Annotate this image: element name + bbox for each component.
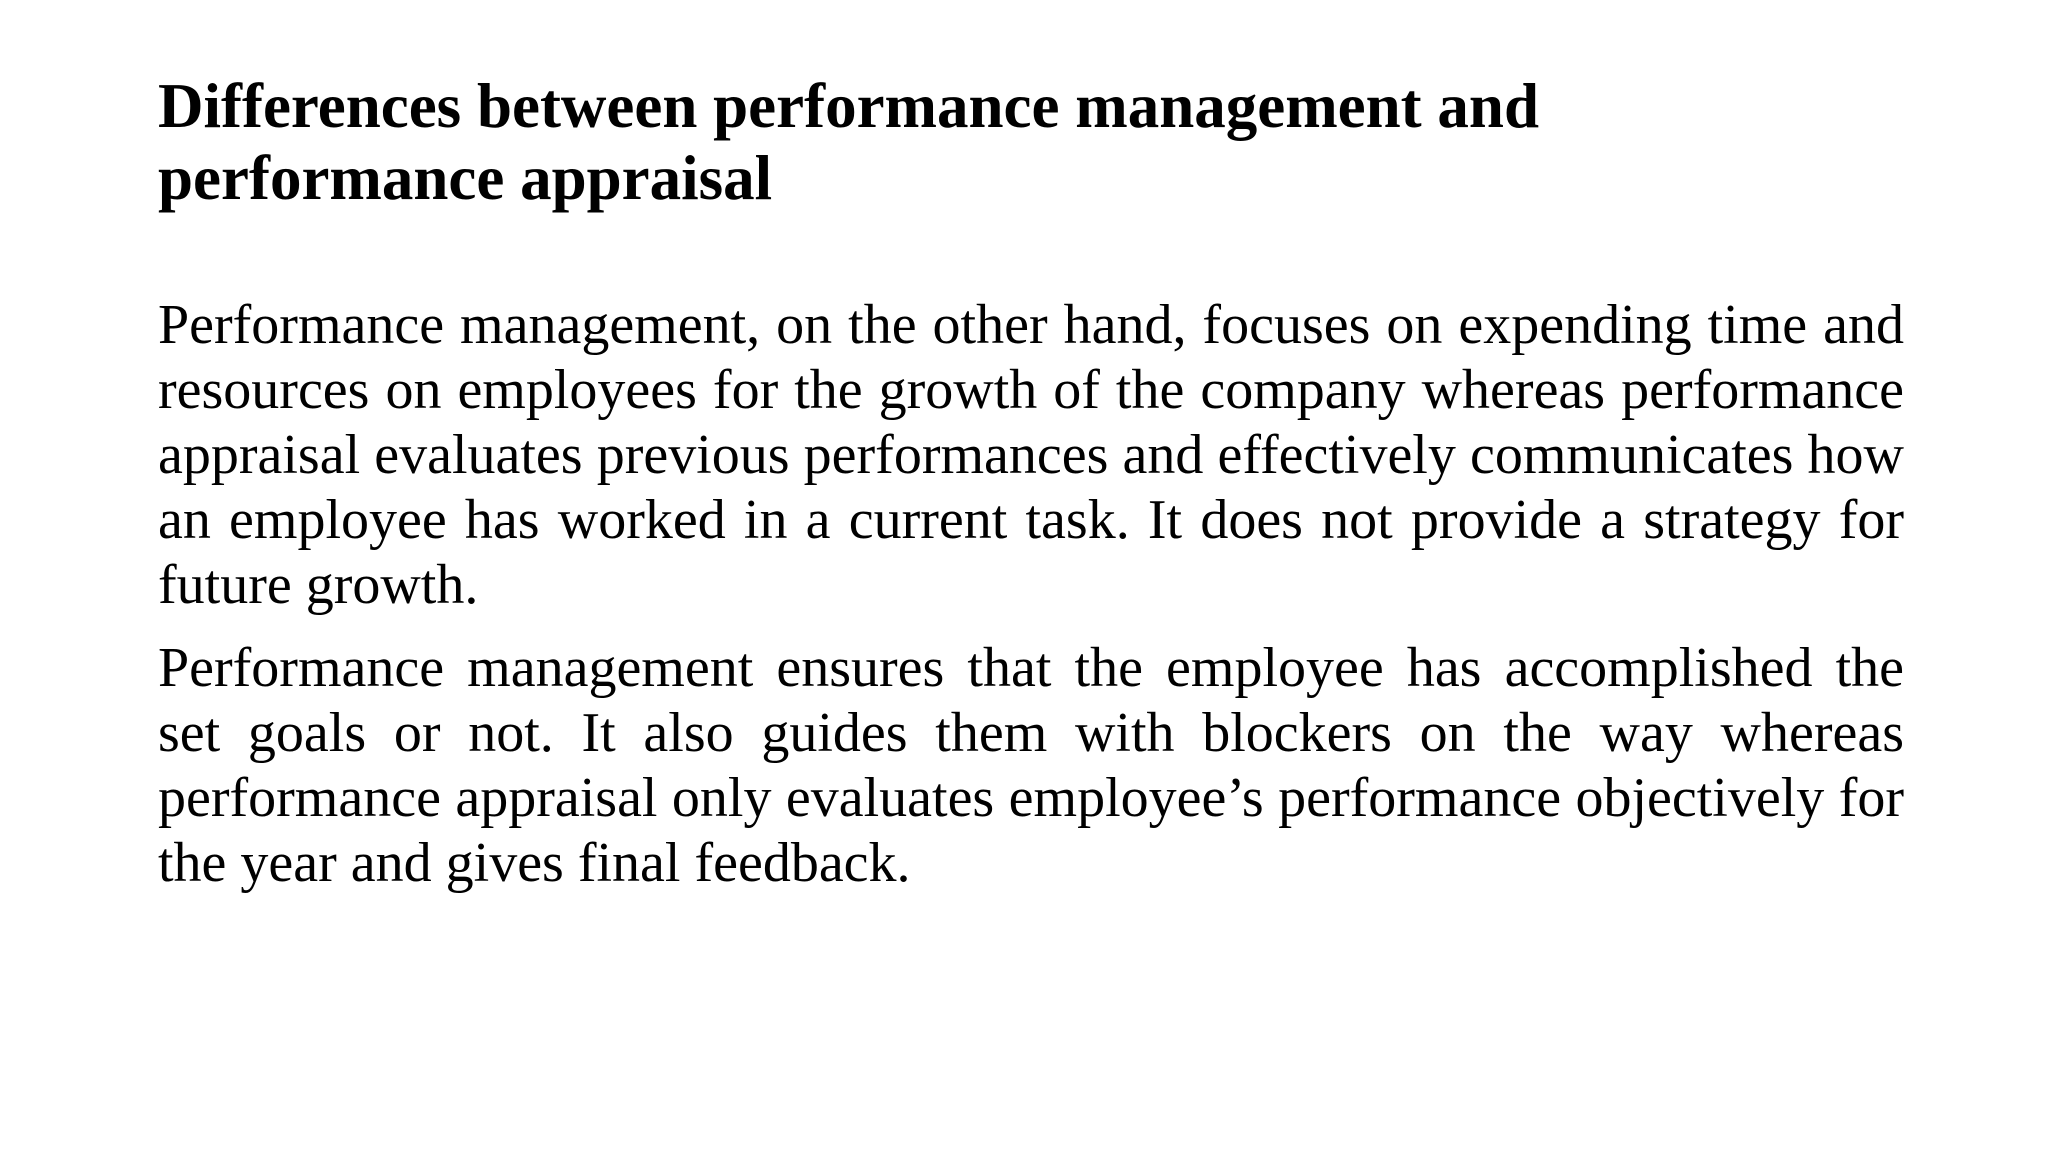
body-paragraph: Performance management, on the other hand, focuses on expending time and resources on employees for the growth of the company whereas performance appraisal evaluates previous performances and effectively communicates how an employee has worked in a current task. It does not provide a strategy for future growth.: [158, 294, 1904, 616]
slide-body: [158, 293, 1904, 914]
slide-title: Differences between performance management and performance appraisal: [158, 71, 1539, 213]
body-paragraph: Performance management ensures that the employee has accomplished the set goals or not. It also guides them with blockers on the way whereas performance appraisal only evaluates employee’s performance objectively for the year and gives final feedback.: [158, 637, 1904, 894]
